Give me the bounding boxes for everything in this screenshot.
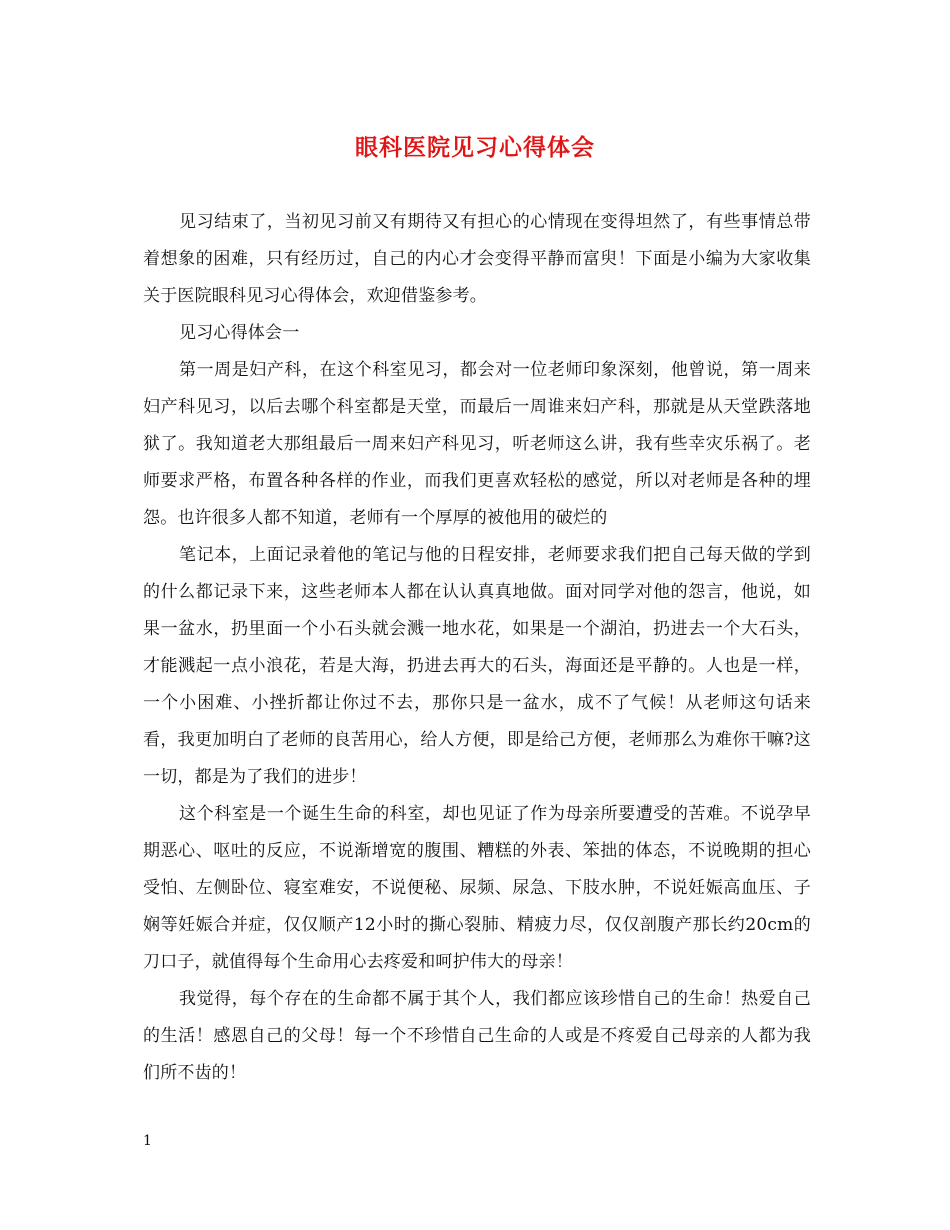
document-title: 眼科医院见习心得体会 — [355, 135, 595, 161]
page-number: 1 — [143, 1133, 152, 1149]
paragraph: 第一周是妇产科，在这个科室见习，都会对一位老师印象深刻，他曾说，第一周来妇产科见习，以后去哪个科室都是天堂，而最后一周谁来妇产科，那就是从天堂跌落地狱了。我知道老大那组最后一周来妇产科见习，听老师这么讲，我有些幸灾乐祸了。老师要求严格，布置各种各样的作业，而我们更喜欢轻松的感觉，所以对老师是各种的埋怨。也许很多人都不知道，老师有一个厚厚的被他用的破烂的 — [143, 360, 811, 528]
paragraph: 我觉得，每个存在的生命都不属于其个人，我们都应该珍惜自己的生命！热爱自己的生活！感恩自己的父母！每一个不珍惜自己生命的人或是不疼爱自己母亲的人都为我们所不齿的！ — [143, 989, 811, 1083]
paragraph: 笔记本，上面记录着他的笔记与他的日程安排，老师要求我们把自己每天做的学到的什么都记录下来，这些老师本人都在认认真真地做。面对同学对他的怨言，他说，如果一盆水，扔里面一个小石头就会溅一地水花，如果是一个湖泊，扔进去一个大石头，才能溅起一点小浪花，若是大海，扔进去再大的石头，海面还是平静的。人也是一样，一个小困难、小挫折都让你过不去，那你只是一盆水，成不了气候！从老师这句话来看，我更加明白了老师的良苦用心，给人方便，即是给己方便，老师那么为难你干嘛?这一切，都是为了我们的进步！ — [143, 545, 811, 787]
paragraph-intro: 见习结束了，当初见习前又有期待又有担心的心情现在变得坦然了，有些事情总带着想象的困难，只有经历过，自己的内心才会变得平静而富臾！下面是小编为大家收集关于医院眼科见习心得体会，欢迎借鉴参考。 — [143, 212, 811, 306]
paragraph: 这个科室是一个诞生生命的科室，却也见证了作为母亲所要遭受的苦难。不说孕早期恶心、呕吐的反应，不说渐增宽的腹围、糟糕的外表、笨拙的体态，不说晚期的担心受怕、左侧卧位、寝室难安，不说便秘、尿频、尿急、下肢水肿，不说妊娠高血压、子娴等妊娠合并症，仅仅顺产12小时的撕心裂肺、精疲力尽，仅仅剖腹产那长约20cm的刀口子，就值得每个生命用心去疼爱和呵护伟大的母亲！ — [143, 804, 811, 972]
section-heading: 见习心得体会一 — [179, 323, 300, 343]
document-body — [143, 204, 811, 1092]
